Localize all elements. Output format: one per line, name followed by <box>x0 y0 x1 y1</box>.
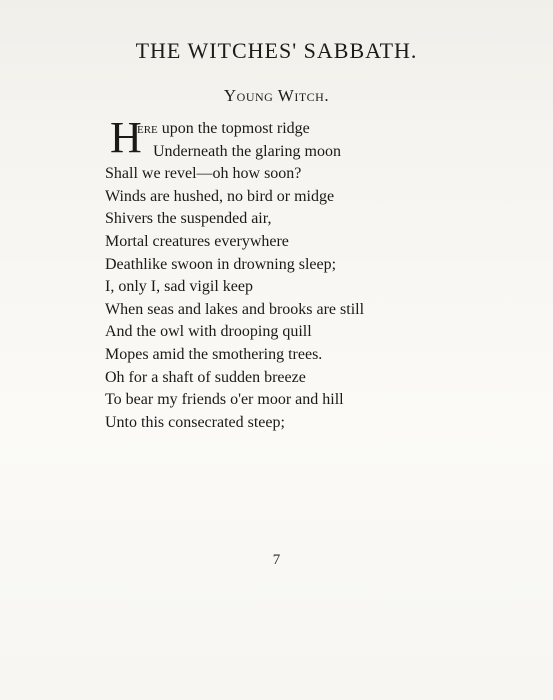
page-number: 7 <box>272 552 281 568</box>
poem-body <box>105 113 525 434</box>
poem-line: Shall we revel—oh how soon? <box>105 165 302 183</box>
poem-subtitle: Young Witch. <box>223 86 330 105</box>
first-line-text <box>137 118 525 141</box>
first-line-small-caps: ere <box>137 120 158 137</box>
poem-line: Winds are hushed, no bird or midge <box>105 187 335 205</box>
poem-title: THE WITCHES' SABBATH. <box>135 38 418 63</box>
poem-line: Deathlike swoon in drowning sleep; <box>105 255 337 273</box>
poem-line: Oh for a shaft of sudden breeze <box>105 368 306 386</box>
first-line-rest: upon the topmost ridge <box>157 120 310 137</box>
poem-line: Underneath the glaring moon <box>153 142 341 160</box>
poem-line: Mopes amid the smothering trees. <box>105 345 323 363</box>
drop-cap: H <box>110 113 142 162</box>
poem-line: Mortal creatures everywhere <box>105 232 289 250</box>
poem-line: And the owl with drooping quill <box>105 323 312 341</box>
poem-line: Unto this consecrated steep; <box>105 413 285 431</box>
poem-line: To bear my friends o'er moor and hill <box>105 391 344 409</box>
poem-line: I, only I, sad vigil keep <box>105 278 253 296</box>
poem-line: Shivers the suspended air, <box>105 210 272 228</box>
poem-line: When seas and lakes and brooks are still <box>105 300 365 318</box>
